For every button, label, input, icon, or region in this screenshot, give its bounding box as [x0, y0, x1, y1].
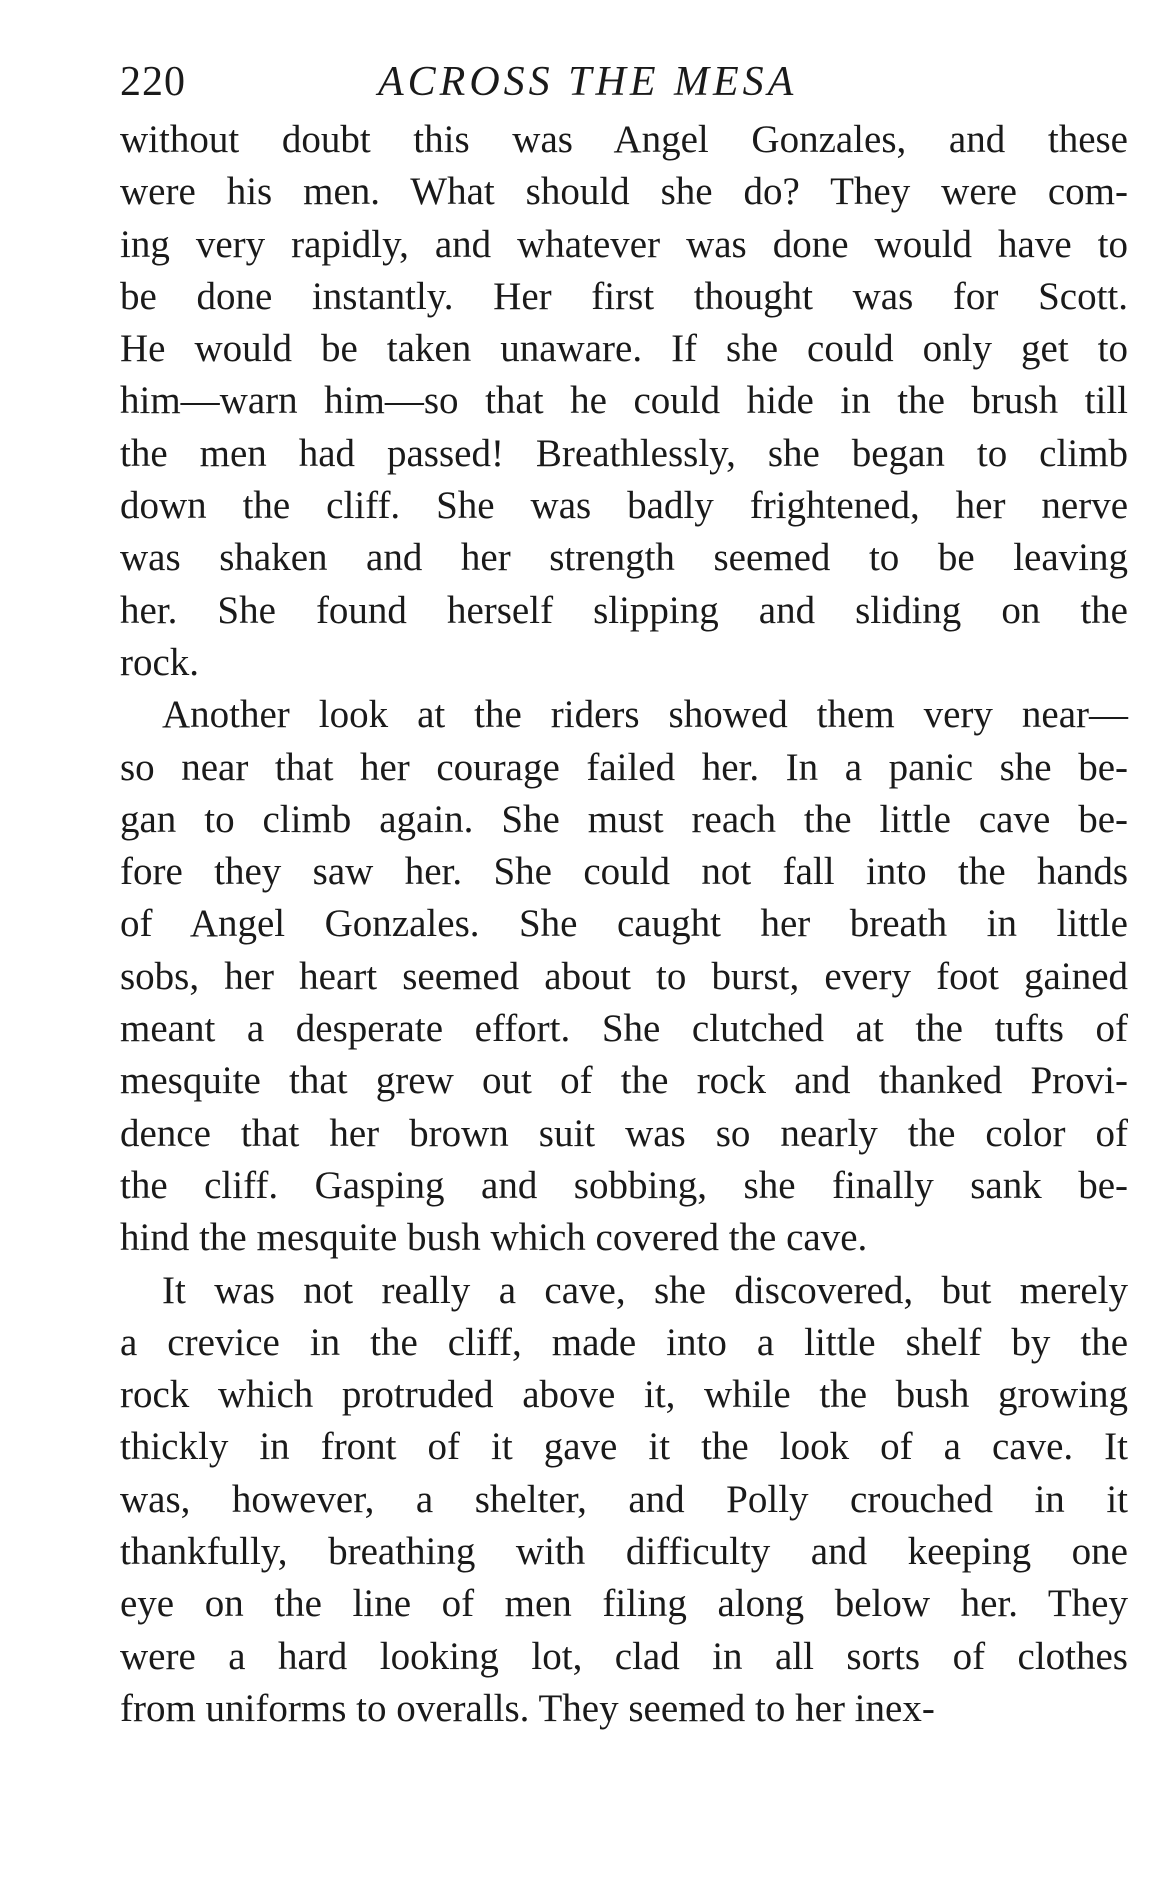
book-page — [120, 52, 1128, 1735]
text-line — [120, 689, 1128, 741]
line-text: a crevice in the cliff, made into a little shelf by the — [120, 1320, 1128, 1364]
text-line — [120, 742, 1128, 794]
text-line — [120, 1003, 1128, 1055]
text-line — [120, 1474, 1128, 1526]
text-line — [120, 898, 1128, 950]
text-line — [120, 794, 1128, 846]
line-text: gan to climb again. She must reach the little cave be- — [120, 797, 1128, 841]
line-text: meant a desperate effort. She clutched at the tufts of — [120, 1007, 1128, 1051]
line-text: mesquite that grew out of the rock and thanked Provi- — [120, 1059, 1128, 1103]
line-text: from uniforms to overalls. They seemed to her inex- — [120, 1686, 935, 1730]
text-line — [120, 1369, 1128, 1421]
line-text: the cliff. Gasping and sobbing, she finally sank be- — [120, 1163, 1128, 1207]
text-line — [120, 323, 1128, 375]
line-text: Another look at the riders showed them very near— — [162, 693, 1128, 737]
line-text: was shaken and her strength seemed to be leaving — [120, 536, 1128, 580]
paragraph — [120, 689, 1128, 1264]
text-line — [120, 428, 1128, 480]
line-text: the men had passed! Breathlessly, she began to climb — [120, 431, 1128, 475]
line-text: were a hard looking lot, clad in all sorts of clothes — [120, 1634, 1128, 1678]
running-title: ACROSS THE MESA — [378, 59, 798, 105]
text-line — [120, 1421, 1128, 1473]
line-text: thickly in front of it gave it the look of a cave. It — [120, 1425, 1128, 1469]
text-line — [120, 375, 1128, 427]
text-line — [120, 1055, 1128, 1107]
line-text: of Angel Gonzales. She caught her breath in little — [120, 902, 1128, 946]
text-line — [120, 271, 1128, 323]
paragraph — [120, 1265, 1128, 1736]
line-text: He would be taken unaware. If she could only get to — [120, 327, 1128, 371]
text-line — [120, 532, 1128, 584]
text-line — [120, 1578, 1128, 1630]
line-text: hind the mesquite bush which covered the cave. — [120, 1216, 868, 1260]
text-line — [120, 1631, 1128, 1683]
line-text: so near that her courage failed her. In a panic she be- — [120, 745, 1128, 789]
line-text: her. She found herself slipping and sliding on the — [120, 588, 1128, 632]
text-line — [120, 114, 1128, 166]
text-line — [120, 480, 1128, 532]
text-line — [120, 951, 1128, 1003]
text-line — [120, 585, 1128, 637]
line-text: ing very rapidly, and whatever was done would have to — [120, 222, 1128, 266]
paragraph — [120, 114, 1128, 689]
text-line — [120, 846, 1128, 898]
text-line — [120, 637, 1128, 689]
line-text: were his men. What should she do? They were com- — [120, 170, 1128, 214]
line-text: him—warn him—so that he could hide in the brush till — [120, 379, 1128, 423]
text-line — [120, 219, 1128, 271]
line-text: without doubt this was Angel Gonzales, and these — [120, 118, 1128, 161]
text-line — [120, 1212, 1128, 1264]
line-text: thankfully, breathing with difficulty and keeping one — [120, 1530, 1128, 1574]
text-line — [120, 1265, 1128, 1317]
text-line — [120, 1108, 1128, 1160]
text-line — [120, 1683, 1128, 1735]
page-header — [120, 52, 1128, 112]
line-text: be done instantly. Her first thought was for Scott. — [120, 274, 1128, 318]
body-text — [120, 114, 1128, 1735]
line-text: rock which protruded above it, while the bush growing — [120, 1373, 1128, 1417]
text-line — [120, 1526, 1128, 1578]
line-text: rock. — [120, 640, 200, 684]
line-text: It was not really a cave, she discovered, but merely — [162, 1268, 1128, 1312]
line-text: fore they saw her. She could not fall into the hands — [120, 850, 1128, 894]
line-text: was, however, a shelter, and Polly crouched in it — [120, 1477, 1128, 1521]
text-line — [120, 166, 1128, 218]
line-text: sobs, her heart seemed about to burst, every foot gained — [120, 954, 1128, 998]
line-text: eye on the line of men filing along below her. They — [120, 1582, 1128, 1626]
text-line — [120, 1317, 1128, 1369]
text-line — [120, 1160, 1128, 1212]
line-text: dence that her brown suit was so nearly the color of — [120, 1111, 1128, 1155]
line-text: down the cliff. She was badly frightened, her nerve — [120, 484, 1128, 528]
page-number: 220 — [120, 59, 186, 105]
